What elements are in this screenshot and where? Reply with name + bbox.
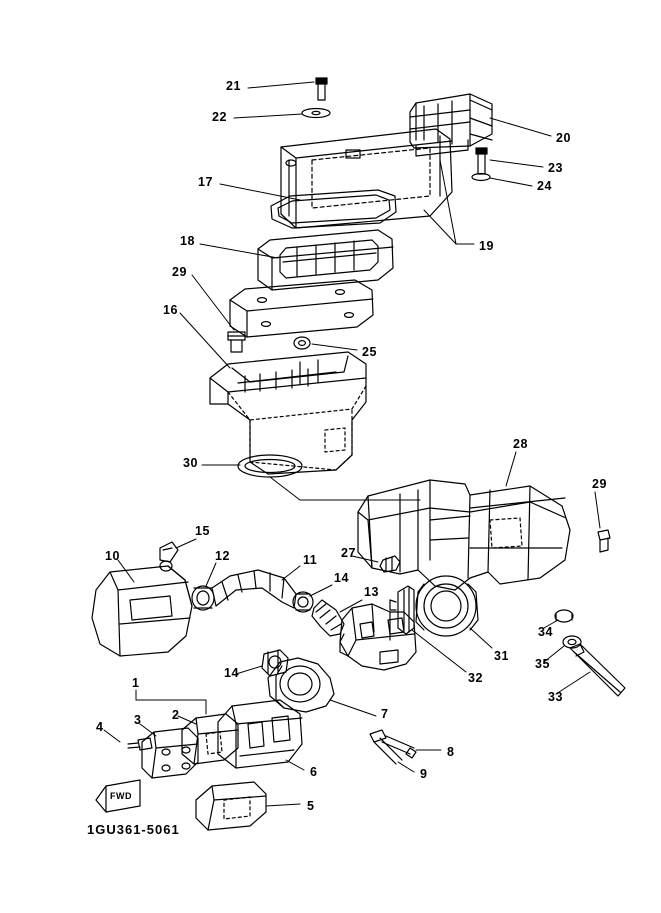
callout-24: 24 [537, 179, 552, 193]
part-18-air-filter-element [258, 230, 393, 290]
part-6-intake-manifold [218, 700, 302, 768]
callout-25: 25 [362, 345, 377, 359]
callout-14-lower: 14 [224, 666, 239, 680]
part-9-bolt-shaft [374, 738, 402, 764]
callout-8: 8 [447, 745, 455, 759]
part-31-joint-boot [416, 576, 478, 636]
part-17-gasket [271, 190, 396, 228]
part-5-flange-gasket [196, 782, 266, 830]
part-14-clamp-lower [262, 650, 288, 676]
part-11-air-hose [212, 570, 296, 608]
part-code-label: 1GU361-5061 [87, 822, 180, 837]
callout-4: 4 [96, 720, 104, 734]
callout-14-upper: 14 [334, 571, 349, 585]
part-8-bolt [370, 730, 416, 758]
part-27-fitting [380, 556, 400, 572]
callout-22: 22 [212, 110, 227, 124]
callout-10: 10 [105, 549, 120, 563]
part-35-grommet [563, 636, 581, 648]
callout-1: 1 [132, 676, 140, 690]
callout-11: 11 [303, 553, 318, 567]
callout-6: 6 [310, 765, 318, 779]
callout-19: 19 [479, 239, 494, 253]
callout-16: 16 [163, 303, 178, 317]
callout-29-upper: 29 [172, 265, 187, 279]
callout-34: 34 [538, 625, 553, 639]
part-4-bolt [128, 738, 152, 750]
part-12-clamp [192, 586, 214, 610]
part-28-air-duct-body [358, 480, 570, 590]
part-20-inlet-duct [410, 94, 492, 156]
part-10-resonator [92, 566, 192, 656]
part-3-insulator [142, 728, 198, 778]
callout-23: 23 [548, 161, 563, 175]
part-29-right-bolt [598, 530, 610, 552]
part-33-breather-pipe [570, 644, 625, 696]
callout-30: 30 [183, 456, 198, 470]
callout-17: 17 [198, 175, 213, 189]
part-29-upper-bolt [228, 332, 245, 352]
callout-21: 21 [226, 79, 241, 93]
part-14-clamp-upper [293, 592, 313, 612]
callout-18: 18 [180, 234, 195, 248]
callout-32: 32 [468, 671, 483, 685]
callout-20: 20 [556, 131, 571, 145]
part-25-grommet [294, 337, 310, 349]
air-cleaner-case-body [210, 352, 366, 474]
callout-33: 33 [548, 690, 563, 704]
fwd-label: FWD [110, 791, 132, 801]
part-32-clamp [390, 586, 414, 634]
callout-15: 15 [195, 524, 210, 538]
callout-3: 3 [134, 713, 142, 727]
part-21-bolt [316, 78, 327, 100]
part-22-washer [302, 109, 330, 118]
callout-29-right: 29 [592, 477, 607, 491]
callout-7: 7 [381, 707, 389, 721]
callout-13: 13 [364, 585, 379, 599]
part-13-breather-hose [312, 600, 344, 636]
callout-28: 28 [513, 437, 528, 451]
callout-27: 27 [341, 546, 356, 560]
part-23-bolt [476, 148, 487, 174]
callout-2: 2 [172, 708, 180, 722]
part-16-case-lid [230, 280, 373, 337]
callout-31: 31 [494, 649, 509, 663]
callout-5: 5 [307, 799, 315, 813]
callout-35: 35 [535, 657, 550, 671]
callout-9: 9 [420, 767, 428, 781]
callout-12: 12 [215, 549, 230, 563]
